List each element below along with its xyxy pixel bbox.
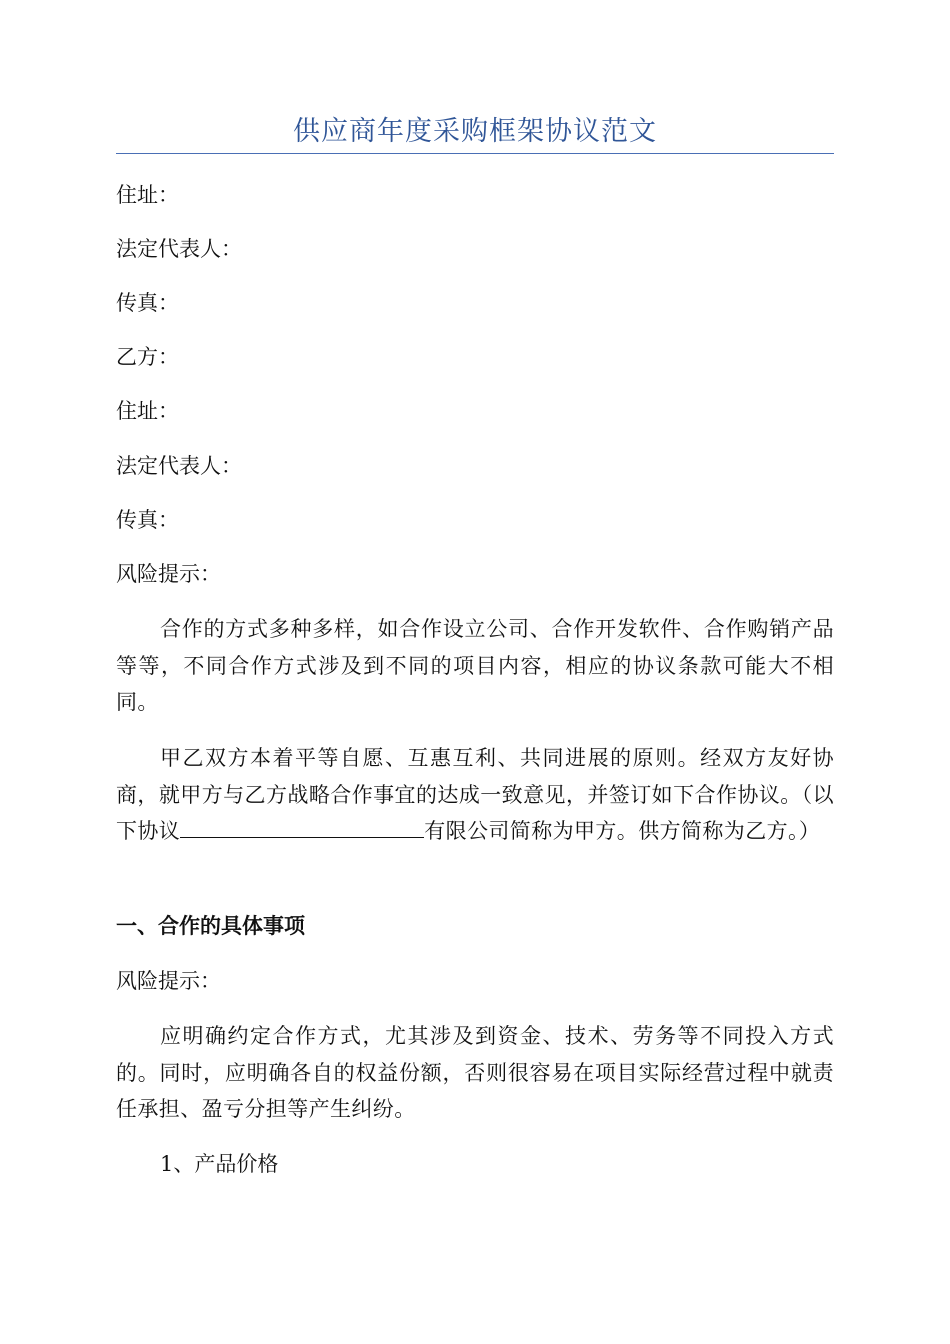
party-b-representative-label: 法定代表人： bbox=[116, 454, 242, 478]
party-b-fax-label: 传真： bbox=[116, 508, 179, 532]
party-b-address-label: 住址： bbox=[116, 399, 179, 423]
item-product-price: 1、产品价格 bbox=[160, 1152, 279, 1176]
party-a-fax-label: 传真： bbox=[116, 291, 179, 315]
document-title: 供应商年度采购框架协议范文 bbox=[293, 116, 657, 147]
party-a-address-label: 住址： bbox=[116, 183, 179, 207]
paragraph-agreement-intro-text: 甲乙双方本着平等自愿、互惠互利、共同进展的原则。经双方友好协商，就甲方与乙方战略合作事宜的达成一致意见，并签订如下合作协议。（以下协议 bbox=[116, 746, 834, 843]
company-name-blank bbox=[180, 815, 424, 838]
paragraph-cooperation-methods: 合作的方式多种多样，如合作设立公司、合作开发软件、合作购销产品等等，不同合作方式涉及到不同的项目内容，相应的协议条款可能大不相同。 bbox=[116, 617, 834, 714]
risk-notice-label-2: 风险提示： bbox=[116, 969, 221, 993]
paragraph-agreement-intro bbox=[116, 740, 834, 850]
paragraph-agreement-intro-tail: 有限公司简称为甲方。供方简称为乙方。） bbox=[424, 819, 821, 843]
title-underline bbox=[116, 153, 834, 154]
party-a-representative-label: 法定代表人： bbox=[116, 237, 242, 261]
section-heading-cooperation-items: 一、合作的具体事项 bbox=[116, 913, 305, 938]
risk-notice-label: 风险提示： bbox=[116, 562, 221, 586]
paragraph-cooperation-terms: 应明确约定合作方式，尤其涉及到资金、技术、劳务等不同投入方式的。同时，应明确各自的权益份额，否则很容易在项目实际经营过程中就责任承担、盈亏分担等产生纠纷。 bbox=[116, 1024, 834, 1121]
party-b-label: 乙方： bbox=[116, 345, 179, 369]
